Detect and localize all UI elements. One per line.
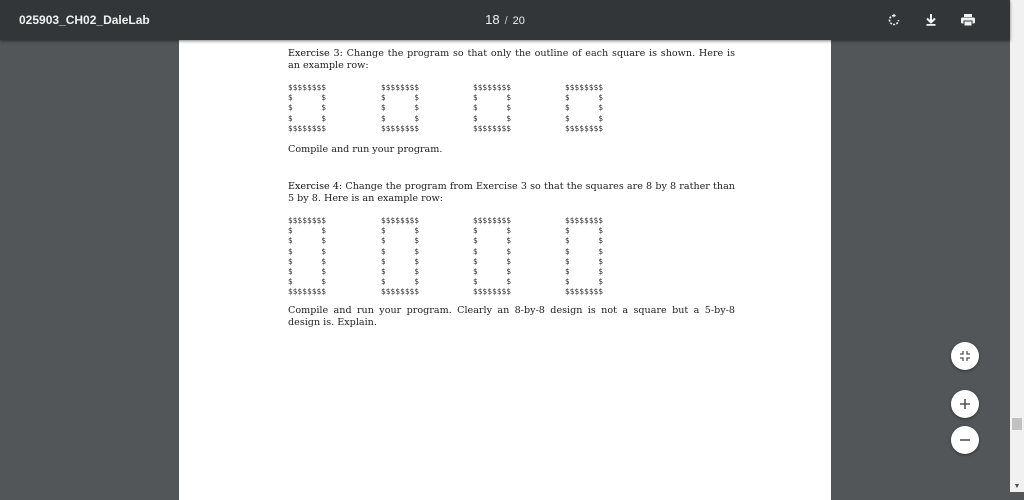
pdf-page xyxy=(179,40,831,500)
compile-instruction-1: Compile and run your program. xyxy=(288,144,443,155)
fit-to-page-button[interactable] xyxy=(951,342,979,370)
zoom-in-button[interactable] xyxy=(951,390,979,418)
exercise-3-label: Exercise 3: xyxy=(288,48,343,59)
exercise-4-label: Exercise 4: xyxy=(288,181,343,192)
fit-to-page-icon xyxy=(959,350,971,362)
example-row-5x8 xyxy=(288,83,735,147)
exercise-3-text: Change the program so that only the outline of each square is shown. Here is an example row: xyxy=(288,48,735,71)
current-page[interactable]: 18 xyxy=(485,12,500,27)
exercise-3-paragraph xyxy=(288,48,735,72)
square-5x8: $$$$$$$$ $ $ $ $ $ $ $$$$$$$$ xyxy=(381,83,420,133)
square-8x8: $$$$$$$$ $ $ $ $ $ $ $ $ $ $ $ $ $$$$$$$$ xyxy=(288,216,327,297)
exercise-4-paragraph xyxy=(288,181,735,205)
square-8x8: $$$$$$$$ $ $ $ $ $ $ $ $ $ $ $ $ $$$$$$$$ xyxy=(381,216,420,297)
example-row-8x8 xyxy=(288,216,735,310)
scrollbar-thumb[interactable] xyxy=(1012,418,1022,430)
square-5x8: $$$$$$$$ $ $ $ $ $ $ $$$$$$$$ xyxy=(473,83,512,133)
print-button[interactable] xyxy=(958,10,978,30)
document-title: 025903_CH02_DaleLab xyxy=(19,13,150,27)
zoom-out-button[interactable] xyxy=(951,426,979,454)
scroll-down-arrow-icon[interactable]: ▼ xyxy=(1013,483,1021,490)
square-5x8: $$$$$$$$ $ $ $ $ $ $ $$$$$$$$ xyxy=(565,83,604,133)
square-5x8: $$$$$$$$ $ $ $ $ $ $ $$$$$$$$ xyxy=(288,83,327,133)
pdf-toolbar xyxy=(0,0,1010,40)
rotate-button[interactable] xyxy=(884,10,904,30)
page-separator: / xyxy=(504,15,508,27)
page-indicator xyxy=(0,12,1010,27)
zoom-in-icon xyxy=(959,398,971,410)
total-pages: 20 xyxy=(512,15,525,27)
download-icon xyxy=(924,13,938,27)
page-content xyxy=(288,48,735,329)
square-8x8: $$$$$$$$ $ $ $ $ $ $ $ $ $ $ $ $ $$$$$$$$ xyxy=(565,216,604,297)
compile-instruction-2: Compile and run your program. Clearly an 8-by-8 design is not a square but a 5-by-8 design is. Explain. xyxy=(288,305,735,328)
square-8x8: $$$$$$$$ $ $ $ $ $ $ $ $ $ $ $ $ $$$$$$$$ xyxy=(473,216,512,297)
print-icon xyxy=(960,13,976,27)
zoom-out-icon xyxy=(959,434,971,446)
rotate-icon xyxy=(887,13,901,27)
download-button[interactable] xyxy=(921,10,941,30)
exercise-4-text: Change the program from Exercise 3 so that the squares are 8 by 8 rather than 5 by 8. Here is an example row: xyxy=(288,181,735,204)
